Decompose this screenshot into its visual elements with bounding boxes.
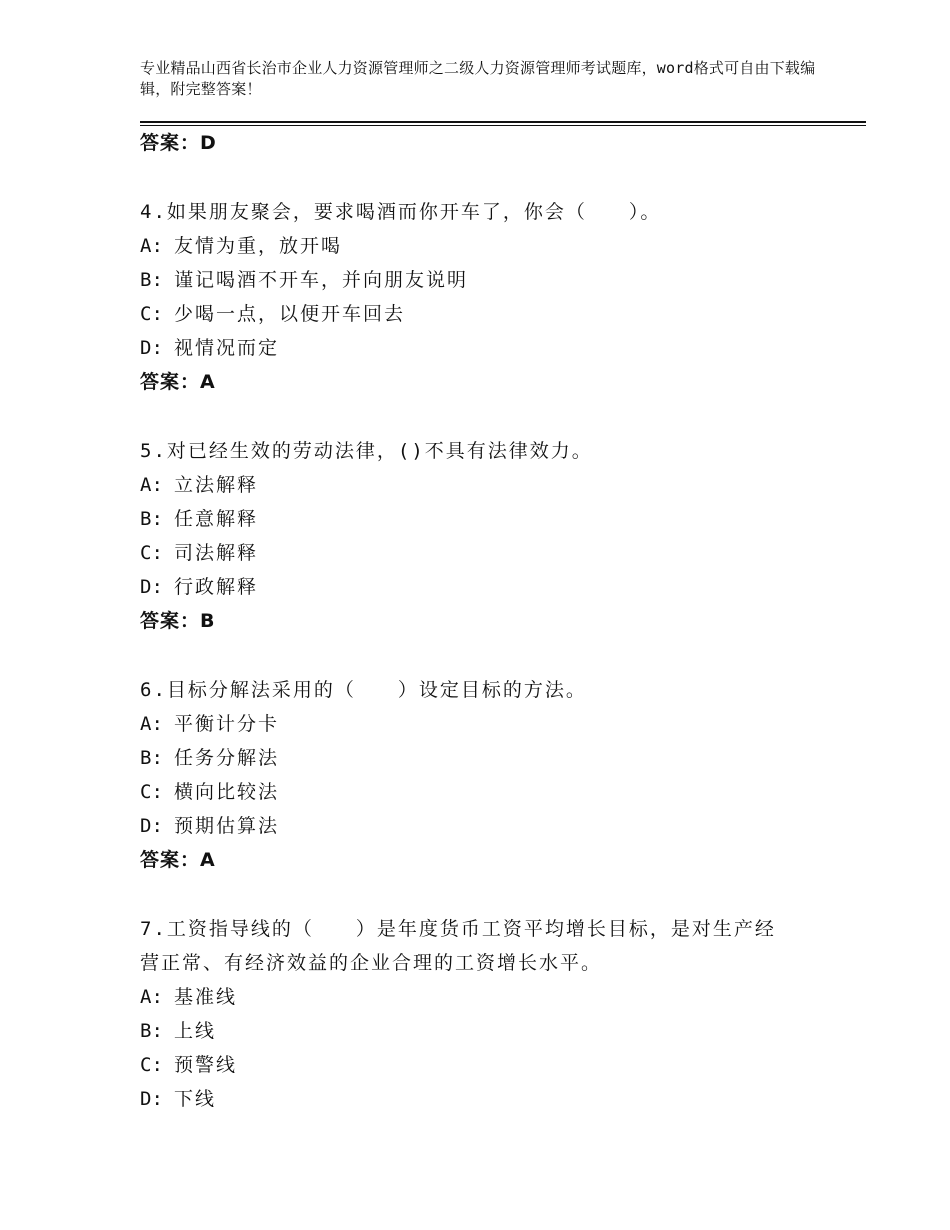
question-7-option-c xyxy=(140,1053,237,1077)
option-letter: C: xyxy=(140,542,163,564)
option-text: 横向比较法 xyxy=(174,781,280,803)
question-5-answer: 答案：B xyxy=(140,610,216,632)
option-letter: B: xyxy=(140,508,163,530)
header-rule-thick xyxy=(140,121,866,123)
option-text: 立法解释 xyxy=(174,474,259,496)
option-letter: D: xyxy=(140,576,163,598)
question-5-option-b xyxy=(140,507,258,531)
question-7-stem-line2: 营正常、有经济效益的企业合理的工资增长水平。 xyxy=(140,952,603,974)
question-4-answer: 答案：A xyxy=(140,371,216,393)
question-4-option-a xyxy=(140,234,342,258)
question-6-option-c xyxy=(140,780,279,804)
question-6-answer: 答案：A xyxy=(140,849,216,871)
option-letter: A: xyxy=(140,474,163,496)
option-text: 基准线 xyxy=(174,986,238,1008)
question-7-option-d xyxy=(140,1087,216,1111)
option-letter: C: xyxy=(140,303,163,325)
question-6-option-a xyxy=(140,712,279,736)
question-6-option-d xyxy=(140,814,279,838)
option-letter: D: xyxy=(140,337,163,359)
option-letter: D: xyxy=(140,815,163,837)
option-text: 谨记喝酒不开车，并向朋友说明 xyxy=(174,269,469,291)
previous-answer: 答案：D xyxy=(140,132,217,154)
option-text: 视情况而定 xyxy=(174,337,280,359)
option-text: 上线 xyxy=(174,1020,217,1042)
document-header: 专业精品山西省长治市企业人力资源管理师之二级人力资源管理师考试题库，word格式可自由下载编辑，附完整答案！ xyxy=(140,59,816,98)
question-4-option-b xyxy=(140,268,468,292)
question-7-stem-line1: 7.工资指导线的（ ）是年度货币工资平均增长目标，是对生产经 xyxy=(140,918,776,940)
option-text: 司法解释 xyxy=(174,542,259,564)
question-4-stem: 4.如果朋友聚会，要求喝酒而你开车了，你会（ ）。 xyxy=(140,201,662,223)
question-7-option-b xyxy=(140,1019,216,1043)
option-text: 平衡计分卡 xyxy=(174,713,280,735)
option-letter: B: xyxy=(140,269,163,291)
option-text: 预警线 xyxy=(174,1054,238,1076)
option-text: 预期估算法 xyxy=(174,815,280,837)
option-text: 友情为重，放开喝 xyxy=(174,235,343,257)
option-text: 少喝一点，以便开车回去 xyxy=(174,303,406,325)
option-text: 下线 xyxy=(174,1088,217,1110)
option-letter: C: xyxy=(140,1054,163,1076)
question-6-stem: 6.目标分解法采用的（ ）设定目标的方法。 xyxy=(140,679,587,701)
question-5-option-a xyxy=(140,473,258,497)
question-5-stem: 5.对已经生效的劳动法律，()不具有法律效力。 xyxy=(140,440,593,462)
question-4-option-c xyxy=(140,302,405,326)
header-rule-thin xyxy=(140,125,866,126)
option-text: 任务分解法 xyxy=(174,747,280,769)
option-letter: D: xyxy=(140,1088,163,1110)
option-text: 任意解释 xyxy=(174,508,259,530)
option-letter: B: xyxy=(140,747,163,769)
question-5-option-d xyxy=(140,575,258,599)
option-letter: B: xyxy=(140,1020,163,1042)
option-letter: A: xyxy=(140,235,163,257)
question-6-option-b xyxy=(140,746,279,770)
option-letter: C: xyxy=(140,781,163,803)
option-text: 行政解释 xyxy=(174,576,259,598)
question-5-option-c xyxy=(140,541,258,565)
option-letter: A: xyxy=(140,986,163,1008)
option-letter: A: xyxy=(140,713,163,735)
question-7-option-a xyxy=(140,985,237,1009)
question-4-option-d xyxy=(140,336,279,360)
